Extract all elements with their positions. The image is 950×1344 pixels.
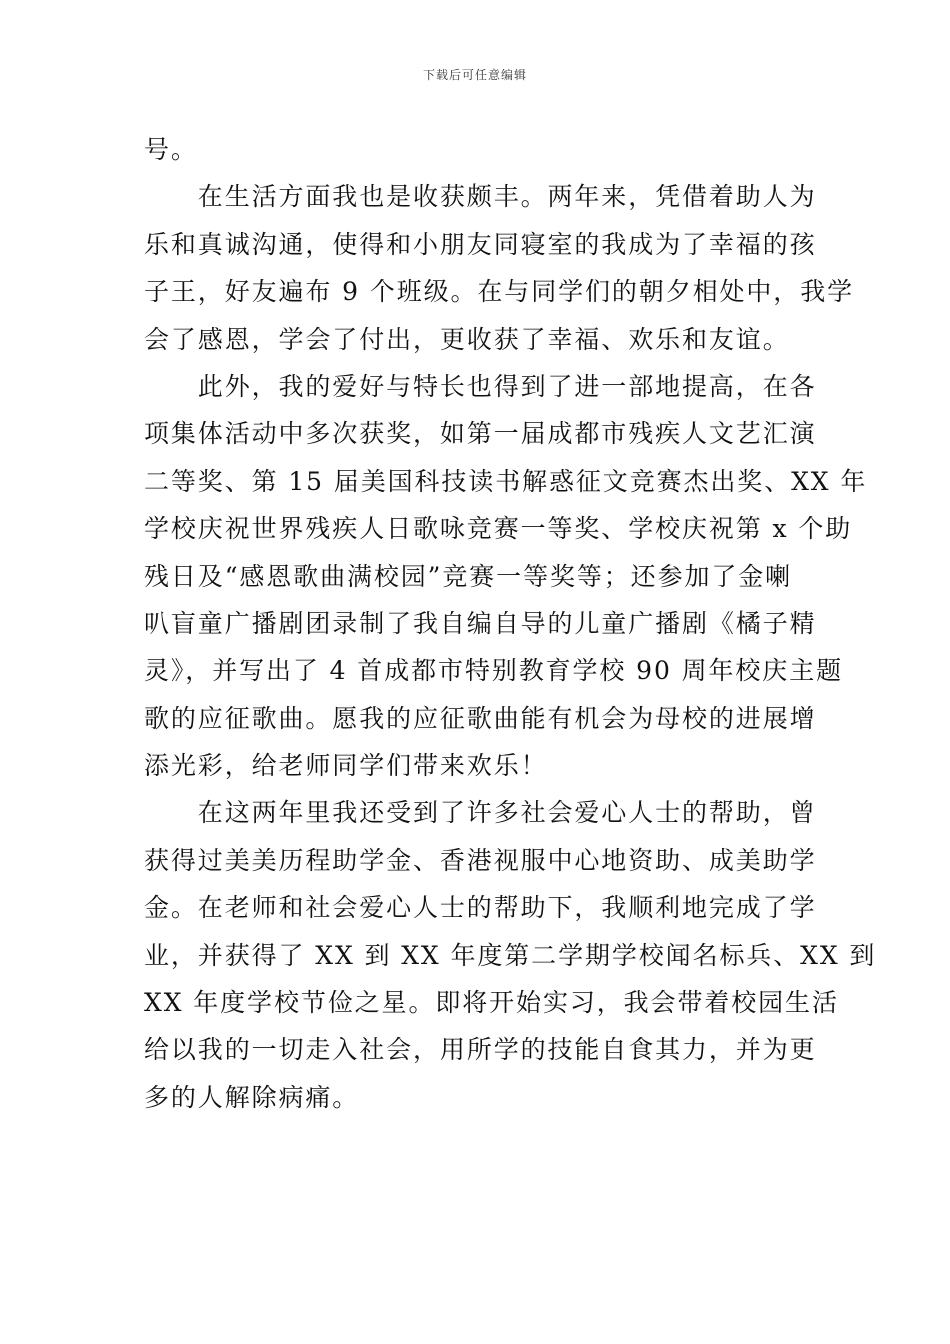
text-line: 金。在老师和社会爱心人士的帮助下，我顺利地完成了学 (144, 893, 817, 923)
text-line: 此外，我的爱好与特长也得到了进一部地提高，在各 (144, 371, 817, 401)
text-line: 在这两年里我还受到了许多社会爱心人士的帮助，曾 (144, 798, 817, 828)
text-line: 学校庆祝世界残疾人日歌咏竞赛一等奖、学校庆祝第 x 个助 (144, 514, 853, 544)
text-line: 在生活方面我也是收获颇丰。两年来，凭借着助人为 (144, 182, 817, 212)
text-line: XX 年度学校节俭之星。即将开始实习，我会带着校园生活 (144, 988, 839, 1018)
text-line: 乐和真诚沟通，使得和小朋友同寝室的我成为了幸福的孩 (144, 229, 817, 259)
text-line: 灵》，并写出了 4 首成都市特别教育学校 90 周年校庆主题 (144, 656, 844, 686)
text-line: 歌的应征歌曲。愿我的应征歌曲能有机会为母校的进展增 (144, 703, 817, 733)
text-line: 给以我的一切走入社会，用所学的技能自食其力，并为更 (144, 1035, 817, 1065)
text-line: 子王，好友遍布 9 个班级。在与同学们的朝夕相处中，我学 (144, 277, 855, 307)
text-line: 叭盲童广播剧团录制了我自编自导的儿童广播剧《橘子精 (144, 608, 817, 638)
text-line: 会了感恩，学会了付出，更收获了幸福、欢乐和友谊。 (144, 324, 790, 354)
text-line: 残日及“感恩歌曲满校园”竞赛一等奖等；还参加了金喇 (144, 561, 793, 591)
text-line: 多的人解除病痛。 (144, 1082, 360, 1112)
text-line: 添光彩，给老师同学们带来欢乐！ (144, 751, 548, 781)
text-line: 号。 (144, 135, 198, 164)
text-line: 二等奖、第 15 届美国科技读书解惑征文竞赛杰出奖、XX 年 (144, 466, 868, 496)
text-line: 业，并获得了 XX 到 XX 年度第二学期学校闻名标兵、XX 到 (144, 940, 877, 970)
page-header: 下载后可任意编辑 (422, 68, 527, 82)
text-line: 获得过美美历程助学金、香港视服中心地资助、成美助学 (144, 845, 817, 875)
text-line: 项集体活动中多次获奖，如第一届成都市残疾人文艺汇演 (144, 419, 817, 449)
body-text (144, 126, 877, 1121)
